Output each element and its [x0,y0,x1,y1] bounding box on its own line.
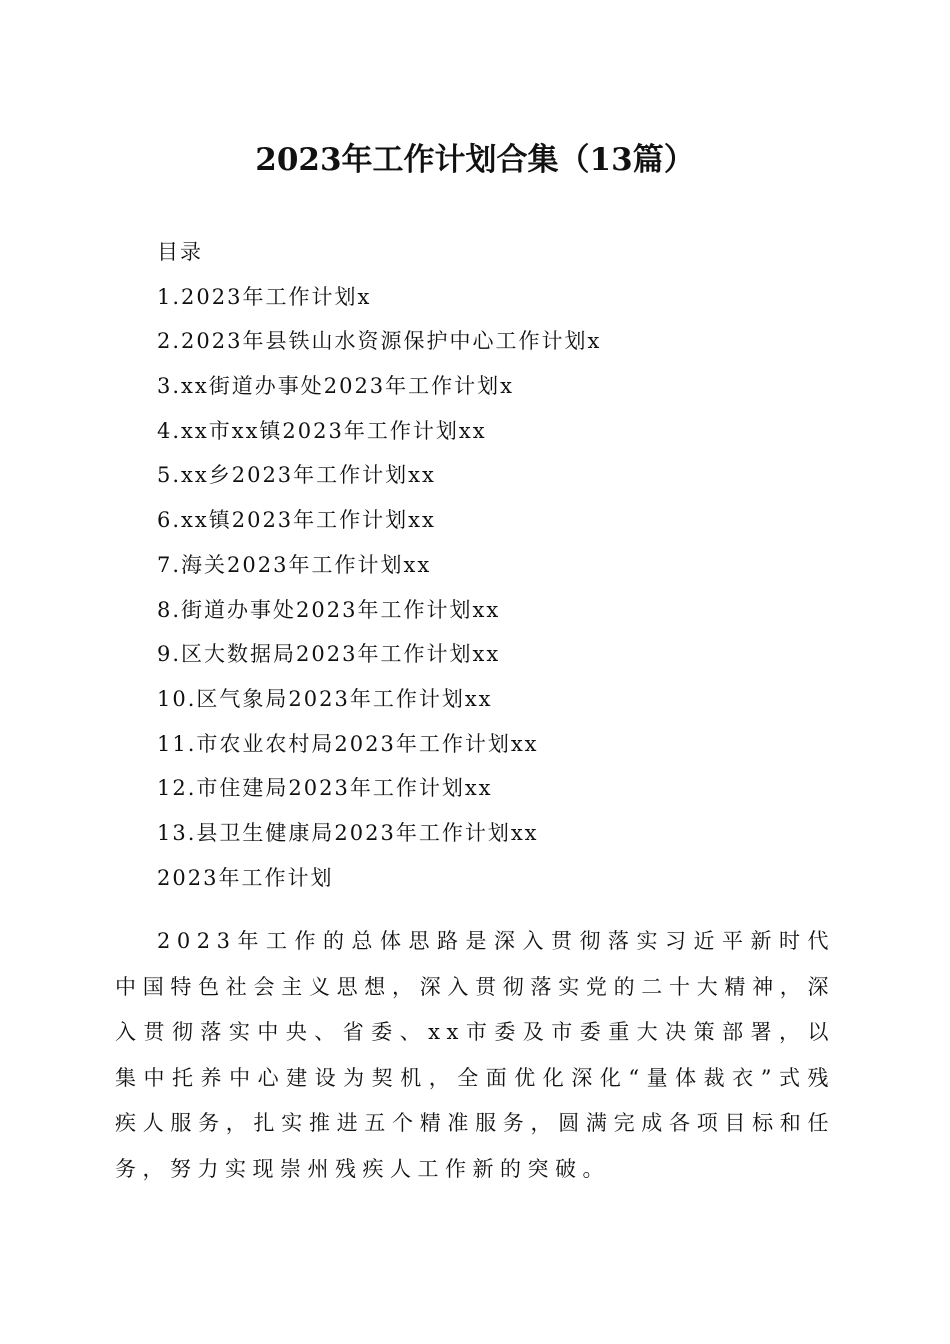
toc-item: 8.街道办事处2023年工作计划xx [157,597,501,622]
toc-item: 2.2023年县铁山水资源保护中心工作计划x [157,329,602,354]
toc-heading: 目录 [157,240,203,264]
toc-item: 4.xx市xx镇2023年工作计划xx [157,418,487,443]
toc-item: 12.市住建局2023年工作计划xx [157,776,493,801]
toc-item: 1.2023年工作计划x [157,284,372,309]
toc-item: 13.县卫生健康局2023年工作计划xx [157,820,539,845]
section-title: 2023年工作计划 [157,866,334,890]
toc-item: 5.xx乡2023年工作计划xx [157,463,436,488]
toc-item: 6.xx镇2023年工作计划xx [157,508,436,533]
table-of-contents [157,230,857,856]
toc-item: 3.xx街道办事处2023年工作计划x [157,374,515,399]
body-paragraph: 2023年工作的总体思路是深入贯彻落实习近平新时代中国特色社会主义思想，深入贯彻落实党的二十大精神，深入贯彻落实中央、省委、xx市委及市委重大决策部署，以集中托养中心建设为契机，全面优化深化“量体裁衣”式残疾人服务，扎实推进五个精准服务，圆满完成各项目标和任务，努力实现崇州残疾人工作新的突破。 [115,929,835,1181]
toc-item: 9.区大数据局2023年工作计划xx [157,642,501,667]
document-title: 2023年工作计划合集（13篇） [255,142,695,178]
toc-item: 7.海关2023年工作计划xx [157,552,432,577]
toc-item: 10.区气象局2023年工作计划xx [157,686,493,711]
toc-item: 11.市农业农村局2023年工作计划xx [157,731,539,756]
